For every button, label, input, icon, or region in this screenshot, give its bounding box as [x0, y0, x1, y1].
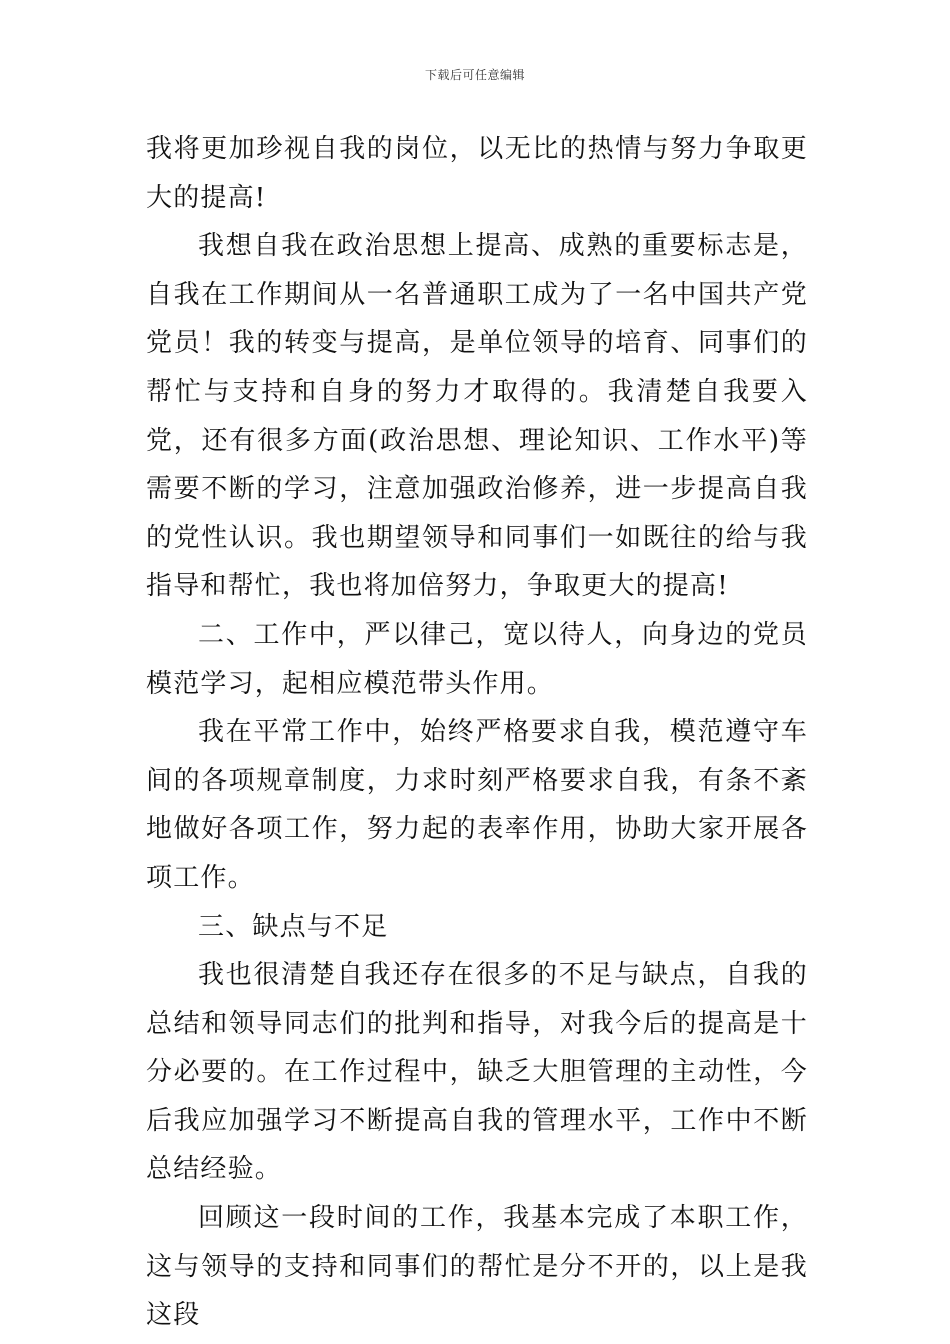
paragraph-3: 我在平常工作中，始终严格要求自我，模范遵守车间的各项规章制度，力求时刻严格要求自我，有条不紊地做好各项工作，努力起的表率作用，协助大家开展各项工作。: [146, 717, 808, 893]
section-heading-2: 二、工作中，严以律己，宽以待人，向身边的党员模范学习，起相应模范带头作用。: [146, 619, 808, 699]
paragraph-2: 我想自我在政治思想上提高、成熟的重要标志是，自我在工作期间从一名普通职工成为了一名中国共产党党员！我的转变与提高，是单位领导的培育、同事们的帮忙与支持和自身的努力才取得的。我清楚自我要入党，还有很多方面(政治思想、理论知识、工作水平)等需要不断的学习，注意加强政治修养，进一步提高自我的党性认识。我也期望领导和同事们一如既往的给与我指导和帮忙，我也将加倍努力，争取更大的提高!: [146, 231, 808, 602]
header-note: 下载后可任意编辑: [424, 68, 525, 82]
paragraph-1: 我将更加珍视自我的岗位，以无比的热情与努力争取更大的提高!: [146, 134, 808, 213]
paragraph-4: 我也很清楚自我还存在很多的不足与缺点，自我的总结和领导同志们的批判和指导，对我今后的提高是十分必要的。在工作过程中，缺乏大胆管理的主动性，今后我应加强学习不断提高自我的管理水平，工作中不断总结经验。: [146, 960, 808, 1185]
paragraph-5: 回顾这一段时间的工作，我基本完成了本职工作，这与领导的支持和同事们的帮忙是分不开的，以上是我这段: [146, 1203, 808, 1331]
section-heading-3: 三、缺点与不足: [198, 911, 389, 942]
document-body: [146, 125, 808, 1340]
